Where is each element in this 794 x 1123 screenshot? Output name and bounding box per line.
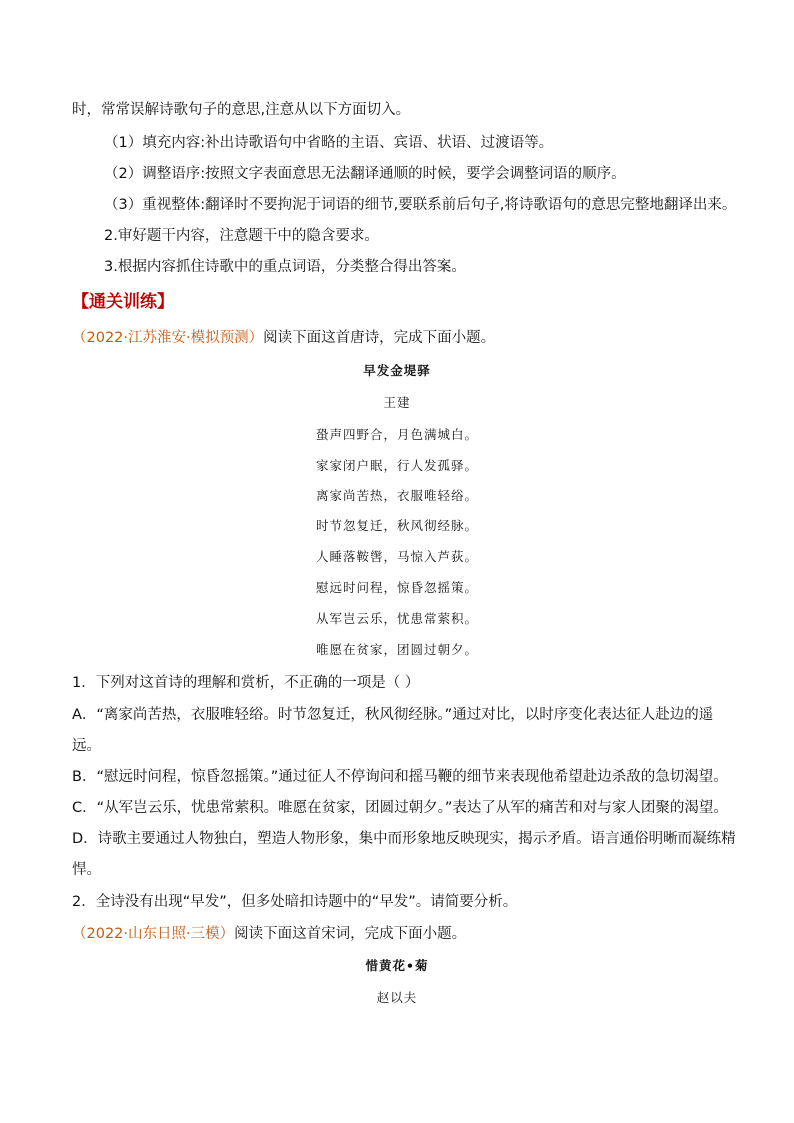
option-d: D．诗歌主要通过人物独白，塑造人物形象，集中而形象地反映现实，揭示矛盾。语言通俗明晰而凝练精	[72, 831, 736, 847]
option-b: B．“慰远时问程，惊昏忽摇策。”通过征人不停询问和摇马鞭的细节来表现他希望赴边杀敌的急切渴望。	[72, 769, 728, 785]
source-tag: （2022·山东日照·三模）	[72, 926, 235, 942]
method-item-3: （3）重视整体:翻译时不要拘泥于词语的细节,要联系前后句子,将诗歌语句的意思完整地翻译出来。	[104, 197, 737, 213]
option-a-continued: 远。	[72, 738, 101, 754]
question-intro-text: 阅读下面这首宋词，完成下面小题。	[234, 926, 467, 942]
poem-line: 人睡落鞍辔，马惊入芦荻。	[315, 549, 478, 564]
poem-line: 从军岂云乐，忧患常萦积。	[315, 611, 478, 626]
poem-author: 赵以夫	[376, 990, 418, 1005]
method-item-4: 2.审好题干内容，注意题干中的隐含要求。	[104, 228, 379, 244]
question-1-stem: 1．下列对这首诗的理解和赏析，不正确的一项是（ ）	[72, 675, 420, 691]
intro-line: 时，常常误解诗歌句子的意思,注意从以下方面切入。	[72, 102, 411, 118]
method-item-2: （2）调整语序:按照文字表面意思无法翻译通顺的时候，要学会调整词语的顺序。	[104, 166, 626, 182]
method-item-5: 3.根据内容抓住诗歌中的重点词语，分类整合得出答案。	[104, 259, 466, 275]
option-a: A．“离家尚苦热，衣服唯轻绤。时节忽复迁，秋风彻经脉。”通过对比，以时序变化表达征人赴边的遥	[72, 707, 714, 723]
poem-line: 离家尚苦热，衣服唯轻绤。	[315, 488, 478, 503]
question-intro-2	[72, 924, 466, 944]
option-d-continued: 悍。	[72, 862, 101, 878]
poem-author: 王建	[383, 395, 411, 410]
poem-line: 唯愿在贫家，团圆过朝夕。	[315, 642, 478, 657]
poem-line: 家家闭户眠，行人发孤驿。	[315, 458, 478, 473]
method-item-1: （1）填充内容:补出诗歌语句中省略的主语、宾语、状语、过渡语等。	[104, 135, 554, 151]
section-heading: 【通关训练】	[72, 292, 174, 312]
poem-line: 慰远时问程，惊昏忽摇策。	[315, 580, 478, 595]
question-intro-text: 阅读下面这首唐诗，完成下面小题。	[263, 330, 496, 346]
poem-line: 蛩声四野合，月色满城白。	[315, 427, 478, 442]
question-intro-1	[72, 328, 495, 348]
poem-title: 早发金堤驿	[363, 363, 431, 378]
poem-line: 时节忽复迁，秋风彻经脉。	[315, 518, 478, 533]
source-tag: （2022·江苏淮安·模拟预测）	[72, 330, 264, 346]
poem-title: 惜黄花•菊	[365, 958, 429, 973]
option-c: C．“从军岂云乐，忧患常萦积。唯愿在贫家，团圆过朝夕。”表达了从军的痛苦和对与家人团聚的渴望。	[72, 800, 728, 816]
question-2-stem: 2．全诗没有出现“早发”，但多处暗扣诗题中的“早发”。请简要分析。	[72, 894, 518, 910]
